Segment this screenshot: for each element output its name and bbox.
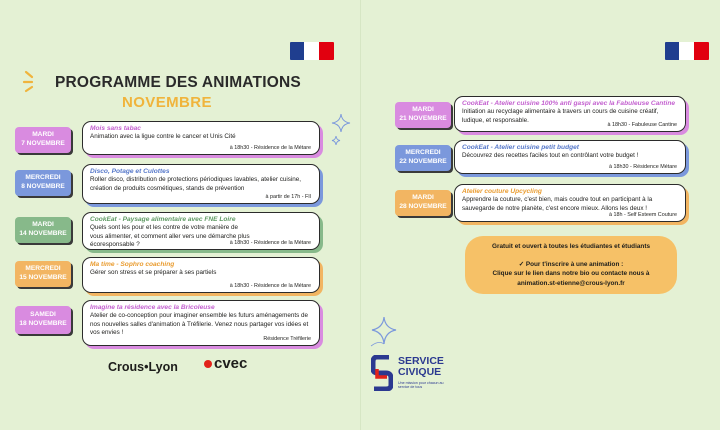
- star-doodle-icon: [369, 314, 399, 348]
- info-signup-text: Clique sur le lien dans notre bio ou contacte nous à: [492, 270, 650, 278]
- event-card: [454, 96, 686, 132]
- cvec-dot-icon: [204, 360, 212, 368]
- event-day: MERCREDI: [25, 174, 61, 182]
- event-location: à 18h - Self Esteem Couture: [608, 212, 677, 218]
- event-date-badge: [395, 102, 451, 128]
- event-date-badge: [15, 127, 71, 153]
- event-date-badge: [395, 145, 451, 171]
- event-day: MARDI: [32, 131, 54, 139]
- info-signup-heading: ✓ Pour t'inscrire à une animation :: [518, 260, 624, 268]
- event-date-badge: [15, 306, 71, 334]
- event-description: Gérer son stress et se préparer à ses partiels: [90, 269, 217, 276]
- event-location: à partir de 17h - FIl: [265, 194, 311, 200]
- info-email-link[interactable]: animation.st-etienne@crous-lyon.fr: [517, 279, 625, 287]
- service-civique-text: [398, 356, 444, 378]
- french-flag-icon: [665, 42, 709, 60]
- event-date-badge: [15, 261, 71, 287]
- event-day: SAMEDI: [30, 311, 56, 319]
- event-description: Quels sont les pour et les contre de votre manière de vous alimenter, et comment aller vers une démarche plus écoresponsable ?: [90, 224, 250, 249]
- event-day: MERCREDI: [25, 265, 61, 273]
- info-free-text: Gratuit et ouvert à toutes les étudiantes et étudiants: [491, 243, 651, 250]
- event-card: [82, 257, 320, 293]
- sparkle-icon: [22, 68, 46, 94]
- event-day: MARDI: [412, 194, 434, 202]
- event-title: Disco, Potage et Culottes: [90, 168, 170, 175]
- cvec-logo: [204, 355, 247, 372]
- cvec-label: cvec: [214, 355, 248, 372]
- event-location: Résidence Tréfilerie: [263, 336, 311, 342]
- event-card: [82, 121, 320, 155]
- event-card: [82, 212, 320, 250]
- event-description: Atelier de co-conception pour imaginer ensemble les futurs aménagements de nos nouvelles salles d'animation à Tréfilerie. Venez nous partager vos idées et vos envies !: [90, 312, 309, 337]
- event-card: [82, 164, 320, 204]
- info-box: [465, 236, 677, 294]
- event-title: Mois sans tabac: [90, 125, 141, 132]
- event-description: Apprendre la couture, c'est bien, mais coudre tout en participant à la sauvegarde de notre planète, c'est encore mieux. Allons les deux !: [462, 196, 653, 212]
- event-day: MARDI: [412, 106, 434, 114]
- event-date: 21 NOVEMBRE: [399, 115, 447, 122]
- service-civique-tagline: Une mission pour chacun au service de tous: [398, 381, 444, 390]
- event-location: à 18h30 - Fabuleuse Cantine: [607, 122, 677, 128]
- event-date: 14 NOVEMBRE: [19, 230, 67, 237]
- sparkle-icon: [330, 112, 352, 148]
- page-month: NOVEMBRE: [122, 94, 212, 111]
- event-card: [454, 140, 686, 174]
- event-title: Ma time - Sophro coaching: [90, 261, 175, 268]
- event-title: CookEat - Atelier cuisine petit budget: [462, 144, 579, 151]
- event-description: Animation avec la ligue contre le cancer et Unis Cité: [90, 133, 236, 140]
- event-title: Atelier couture Upcycling: [462, 188, 542, 195]
- right-page: [360, 0, 720, 430]
- crous-lyon-logo: Crous•Lyon: [108, 360, 178, 374]
- event-title: CookEat - Atelier cuisine 100% anti gaspi avec la Fabuleuse Cantine: [462, 100, 676, 107]
- event-date-badge: [15, 217, 71, 243]
- event-date: 15 NOVEMBRE: [19, 274, 67, 281]
- event-title: CookEat - Paysage alimentaire avec FNE Loire: [90, 216, 236, 223]
- event-date: 28 NOVEMBRE: [399, 203, 447, 210]
- service-civique-line1: SERVICE: [398, 355, 444, 367]
- service-civique-line2: CIVIQUE: [398, 366, 442, 379]
- french-flag-icon: [290, 42, 334, 60]
- event-date: 18 NOVEMBRE: [19, 320, 67, 327]
- event-location: à 18h30 - Résidence de la Métare: [229, 145, 311, 151]
- event-description: Initiation au recyclage alimentaire à travers un cours de cuisine créatif, ludique, et responsable.: [462, 108, 659, 124]
- event-date: 22 NOVEMBRE: [399, 158, 447, 165]
- page-title: PROGRAMME DES ANIMATIONS: [55, 74, 301, 91]
- event-location: à 18h30 - Résidence Métare: [608, 164, 677, 170]
- event-date: 8 NOVEMBRE: [21, 183, 65, 190]
- event-title: Imagine ta résidence avec la Bricoleuse: [90, 304, 215, 311]
- event-day: MERCREDI: [405, 149, 441, 157]
- event-location: à 18h30 - Résidence de la Métare: [229, 283, 311, 289]
- event-description: Roller disco, distribution de protections périodiques lavables, atelier cuisine, création de produits cosmétiques, stands de prévention: [90, 176, 302, 192]
- event-date: 7 NOVEMBRE: [21, 140, 65, 147]
- event-date-badge: [15, 170, 71, 196]
- event-card: [454, 184, 686, 222]
- service-civique-mark-icon: [371, 355, 393, 391]
- event-card: [82, 300, 320, 346]
- event-location: à 18h30 - Résidence de la Métare: [229, 240, 311, 246]
- event-day: MARDI: [32, 221, 54, 229]
- event-date-badge: [395, 190, 451, 216]
- event-description: Découvrez des recettes faciles tout en contrôlant votre budget !: [462, 152, 639, 159]
